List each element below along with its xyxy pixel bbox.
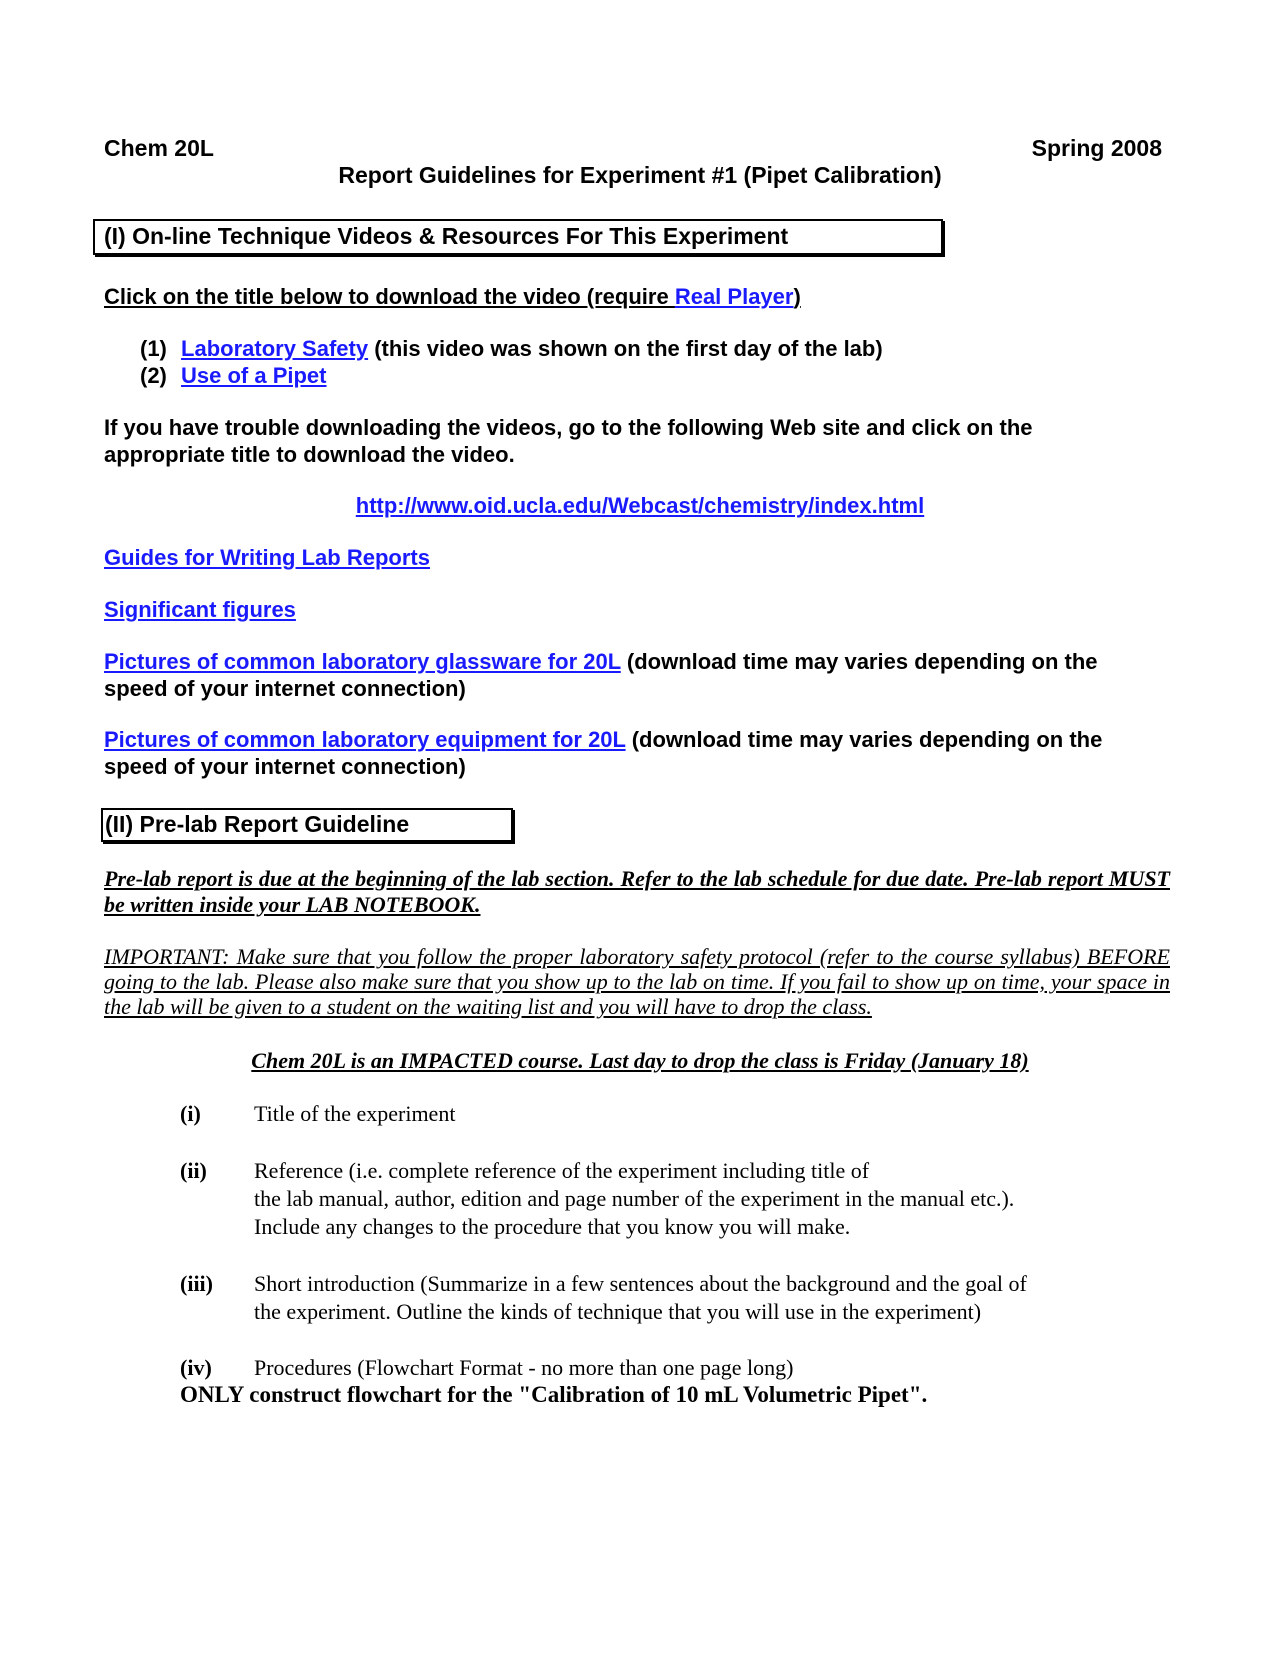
- equipment-paragraph: [104, 726, 1164, 780]
- laboratory-safety-link[interactable]: Laboratory Safety: [181, 336, 369, 361]
- sigfig-row: [104, 596, 296, 623]
- glassware-note: (download time may varies depending on the speed of your internet connection): [104, 649, 1098, 701]
- section1-heading: (I) On-line Technique Videos & Resources For This Experiment: [104, 223, 789, 249]
- impacted-note: Chem 20L is an IMPACTED course. Last day to drop the class is Friday (January 18): [251, 1048, 1029, 1073]
- page-title: Report Guidelines for Experiment #1 (Pipet Calibration): [338, 162, 942, 188]
- item-title: Title of the experiment: [254, 1101, 456, 1126]
- item-introduction-line: the experiment. Outline the kinds of technique that you will use in the experiment): [254, 1299, 982, 1324]
- guides-lab-reports-link[interactable]: Guides for Writing Lab Reports: [104, 545, 430, 570]
- download-instruction-text: Click on the title below to download the video (require: [104, 284, 675, 309]
- significant-figures-link[interactable]: Significant figures: [104, 597, 296, 622]
- trouble-text: If you have trouble downloading the videos, go to the following Web site and click on the appropriate title to download the video.: [104, 415, 1033, 467]
- use-of-pipet-link[interactable]: Use of a Pipet: [181, 363, 327, 388]
- download-instruction-close: ): [793, 284, 801, 309]
- video-item-number: (1): [140, 336, 167, 361]
- video-item: [140, 362, 327, 389]
- webcast-url-row: [0, 492, 1280, 519]
- video-item-number: (2): [140, 363, 167, 388]
- guides-row: [104, 544, 430, 571]
- item-reference-line: the lab manual, author, edition and page number of the experiment in the manual etc.).: [254, 1186, 1015, 1211]
- item-reference-line: Reference (i.e. complete reference of the experiment including title of: [254, 1158, 870, 1183]
- term-label: Spring 2008: [1031, 135, 1162, 161]
- equipment-note: (download time may varies depending on the speed of your internet connection): [104, 727, 1103, 779]
- webcast-url-link[interactable]: http://www.oid.ucla.edu/Webcast/chemistry/index.html: [355, 493, 925, 518]
- item-number: (iii): [180, 1271, 213, 1296]
- glassware-pictures-link[interactable]: Pictures of common laboratory glassware for 20L: [104, 649, 621, 674]
- download-instruction: [104, 283, 801, 310]
- section2-heading: (II) Pre-lab Report Guideline: [105, 811, 410, 837]
- item-introduction-line: Short introduction (Summarize in a few sentences about the background and the goal of: [254, 1271, 1027, 1296]
- real-player-link[interactable]: Real Player: [674, 284, 794, 309]
- equipment-pictures-link[interactable]: Pictures of common laboratory equipment for 20L: [104, 727, 626, 752]
- prelab-due-note: Pre-lab report is due at the beginning of the lab section. Refer to the lab schedule for due date. Pre-lab report MUST be written inside your LAB NOTEBOOK.: [104, 866, 1170, 917]
- item-number: (ii): [180, 1158, 207, 1183]
- important-note: IMPORTANT: Make sure that you follow the proper laboratory safety protocol (refer to the course syllabus) BEFORE going to the lab. Please also make sure that you show up to the lab on time. If you fail to show up on time, your space in the lab will be given to a student on the waiting list and you will have to drop the class.: [104, 944, 1170, 1019]
- item-procedures: Procedures (Flowchart Format - no more than one page long): [254, 1355, 794, 1380]
- course-label: Chem 20L: [104, 135, 214, 161]
- glassware-paragraph: [104, 648, 1164, 702]
- item-number: (iv): [180, 1355, 212, 1380]
- item-reference-line: Include any changes to the procedure that you know you will make.: [254, 1214, 851, 1239]
- video-item: [140, 335, 883, 362]
- video-item-note: (this video was shown on the first day of the lab): [368, 336, 883, 361]
- item-number: (i): [180, 1101, 201, 1126]
- flowchart-note: ONLY construct flowchart for the "Calibration of 10 mL Volumetric Pipet".: [180, 1382, 928, 1407]
